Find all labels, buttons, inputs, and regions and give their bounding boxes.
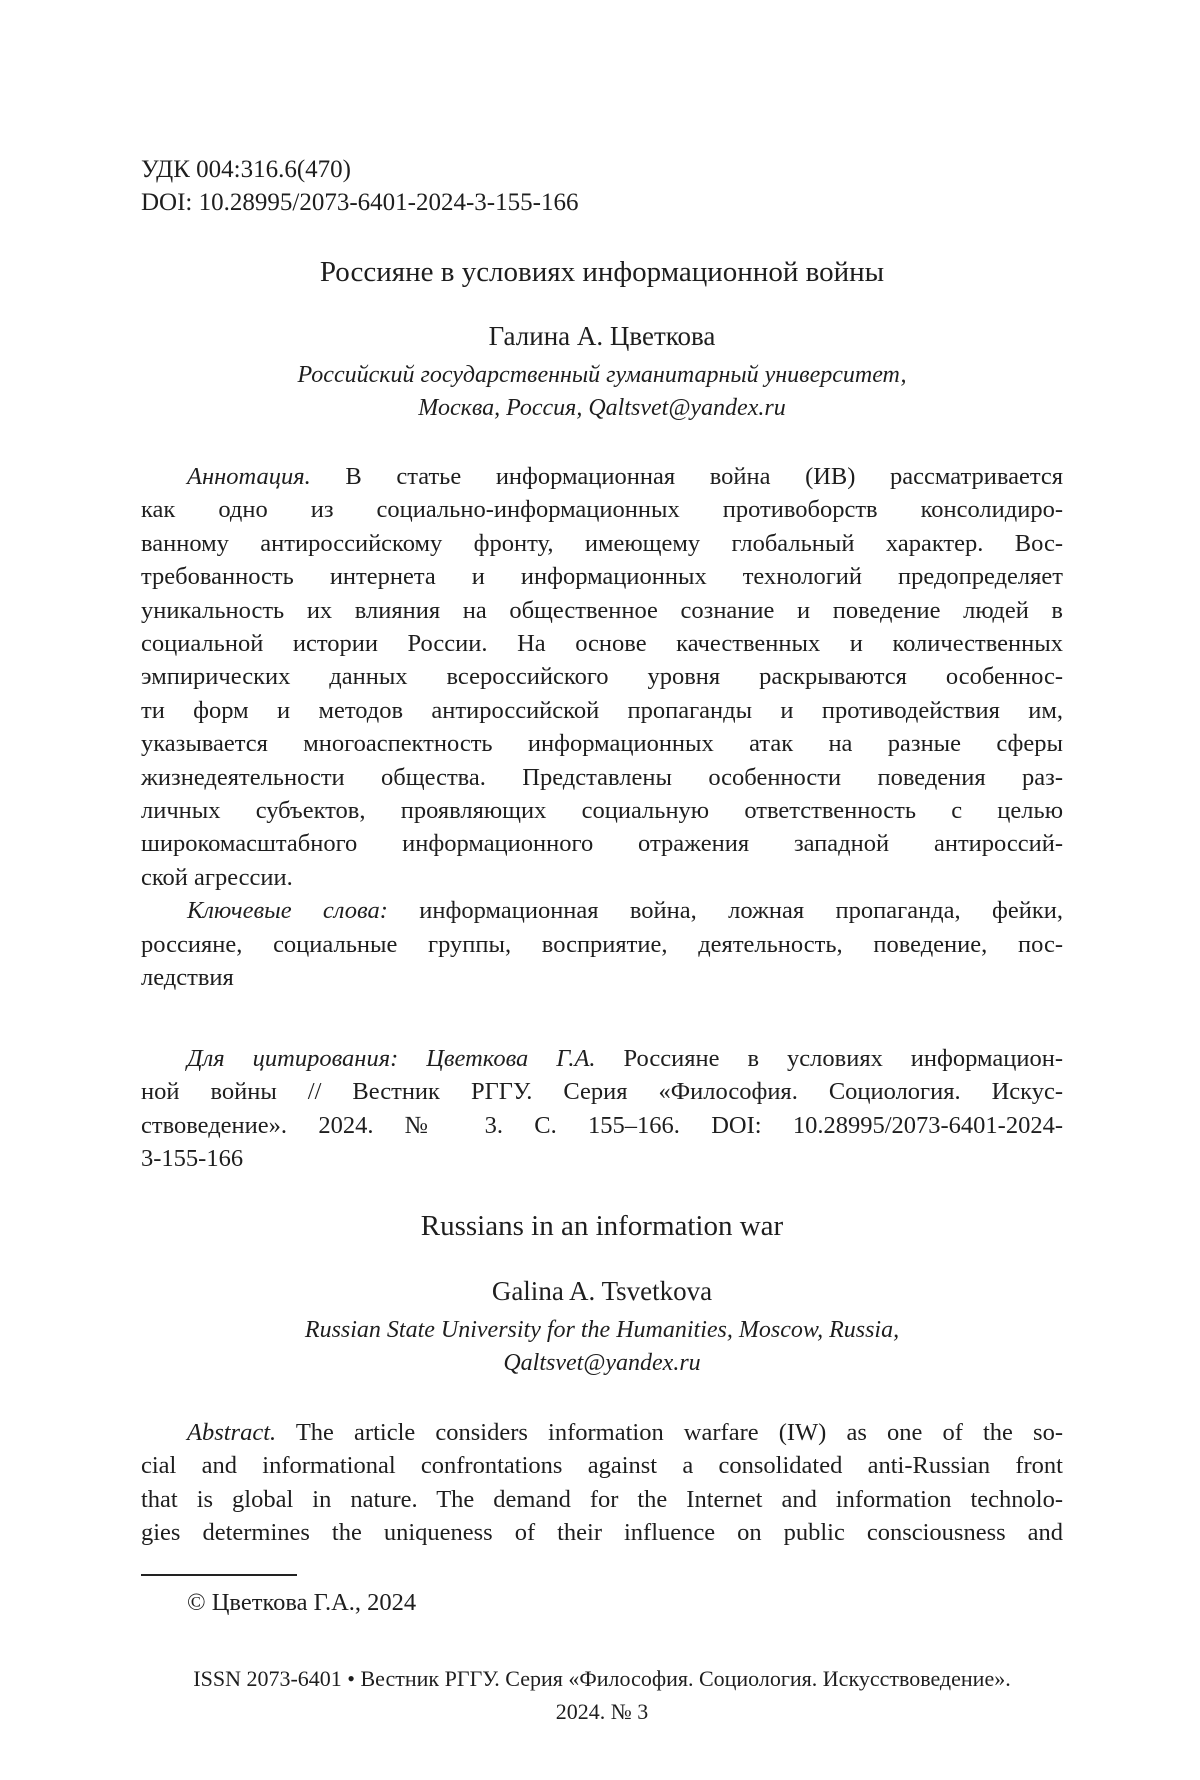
affiliation-line: Москва, Россия, Qaltsvet@yandex.ru: [141, 392, 1063, 425]
abstract-line: Abstract. The article considers information warfare (IW) as one of the so-: [141, 1416, 1063, 1449]
abstract-line: Аннотация. В статье информационная война (ИВ) рассматривается: [141, 460, 1063, 493]
abstract-line: широкомасштабного информационного отражения западной антироссий-: [141, 827, 1063, 860]
abstract-ru: [141, 460, 1063, 995]
copyright-footnote: © Цветкова Г.А., 2024: [187, 1586, 416, 1619]
journal-footer: [141, 1662, 1063, 1728]
keywords-line: Ключевые слова: информационная война, ложная пропаганда, фейки,: [141, 894, 1063, 927]
keywords-line: россияне, социальные группы, восприятие, деятельность, поведение, пос-: [141, 928, 1063, 961]
citation-line: ной войны // Вестник РГГУ. Серия «Философия. Социология. Искус-: [141, 1075, 1063, 1108]
affiliation-line: Российский государственный гуманитарный университет,: [141, 359, 1063, 392]
abstract-label: Abstract.: [187, 1419, 276, 1446]
affiliation-en: [141, 1314, 1063, 1380]
doi: DOI: 10.28995/2073-6401-2024-3-155-166: [141, 186, 578, 219]
abstract-line: уникальность их влияния на общественное сознание и поведение людей в: [141, 594, 1063, 627]
article-title-en: Russians in an information war: [141, 1210, 1063, 1243]
affiliation-line: Qaltsvet@yandex.ru: [141, 1347, 1063, 1380]
author-ru: Галина А. Цветкова: [141, 321, 1063, 352]
abstract-line: cial and informational confrontations against a consolidated anti-Russian front: [141, 1449, 1063, 1482]
citation-line: ствоведение». 2024. № 3. С. 155–166. DOI: 10.28995/2073-6401-2024-: [141, 1109, 1063, 1142]
affiliation-ru: [141, 359, 1063, 425]
article-title-ru: Россияне в условиях информационной войны: [141, 256, 1063, 289]
abstract-line: that is global in nature. The demand for the Internet and information technolo-: [141, 1483, 1063, 1516]
citation-label: Для цитирования: Цветкова Г.А.: [187, 1045, 596, 1072]
citation-line: 3-155-166: [141, 1142, 1063, 1175]
abstract-line: ской агрессии.: [141, 861, 1063, 894]
citation-line: Для цитирования: Цветкова Г.А. Россияне в условиях информацион-: [141, 1042, 1063, 1075]
abstract-line: как одно из социально-информационных противоборств консолидиро-: [141, 493, 1063, 526]
affiliation-line: Russian State University for the Humanities, Moscow, Russia,: [141, 1314, 1063, 1347]
keywords-line: ледствия: [141, 961, 1063, 994]
keywords-label: Ключевые слова:: [187, 897, 388, 924]
citation: [141, 1042, 1063, 1176]
abstract-line: жизнедеятельности общества. Представлены особенности поведения раз-: [141, 761, 1063, 794]
udk: УДК 004:316.6(470): [141, 153, 351, 186]
abstract-line: требованность интернета и информационных технологий предопределяет: [141, 560, 1063, 593]
abstract-line: личных субъектов, проявляющих социальную ответственность с целью: [141, 794, 1063, 827]
abstract-line: ванному антироссийскому фронту, имеющему глобальный характер. Вос-: [141, 527, 1063, 560]
author-en: Galina A. Tsvetkova: [141, 1276, 1063, 1307]
footer-line: ISSN 2073-6401 • Вестник РГГУ. Серия «Философия. Социология. Искусствоведение».: [141, 1662, 1063, 1695]
abstract-en: [141, 1416, 1063, 1550]
abstract-line: социальной истории России. На основе качественных и количественных: [141, 627, 1063, 660]
abstract-line: указывается многоаспектность информационных атак на разные сферы: [141, 727, 1063, 760]
abstract-line: gies determines the uniqueness of their influence on public consciousness and: [141, 1516, 1063, 1549]
abstract-line: эмпирических данных всероссийского уровня раскрываются особеннос-: [141, 660, 1063, 693]
footer-line: 2024. № 3: [141, 1695, 1063, 1728]
footnote-rule: [141, 1574, 297, 1576]
abstract-label: Аннотация.: [187, 463, 311, 490]
abstract-line: ти форм и методов антироссийской пропаганды и противодействия им,: [141, 694, 1063, 727]
